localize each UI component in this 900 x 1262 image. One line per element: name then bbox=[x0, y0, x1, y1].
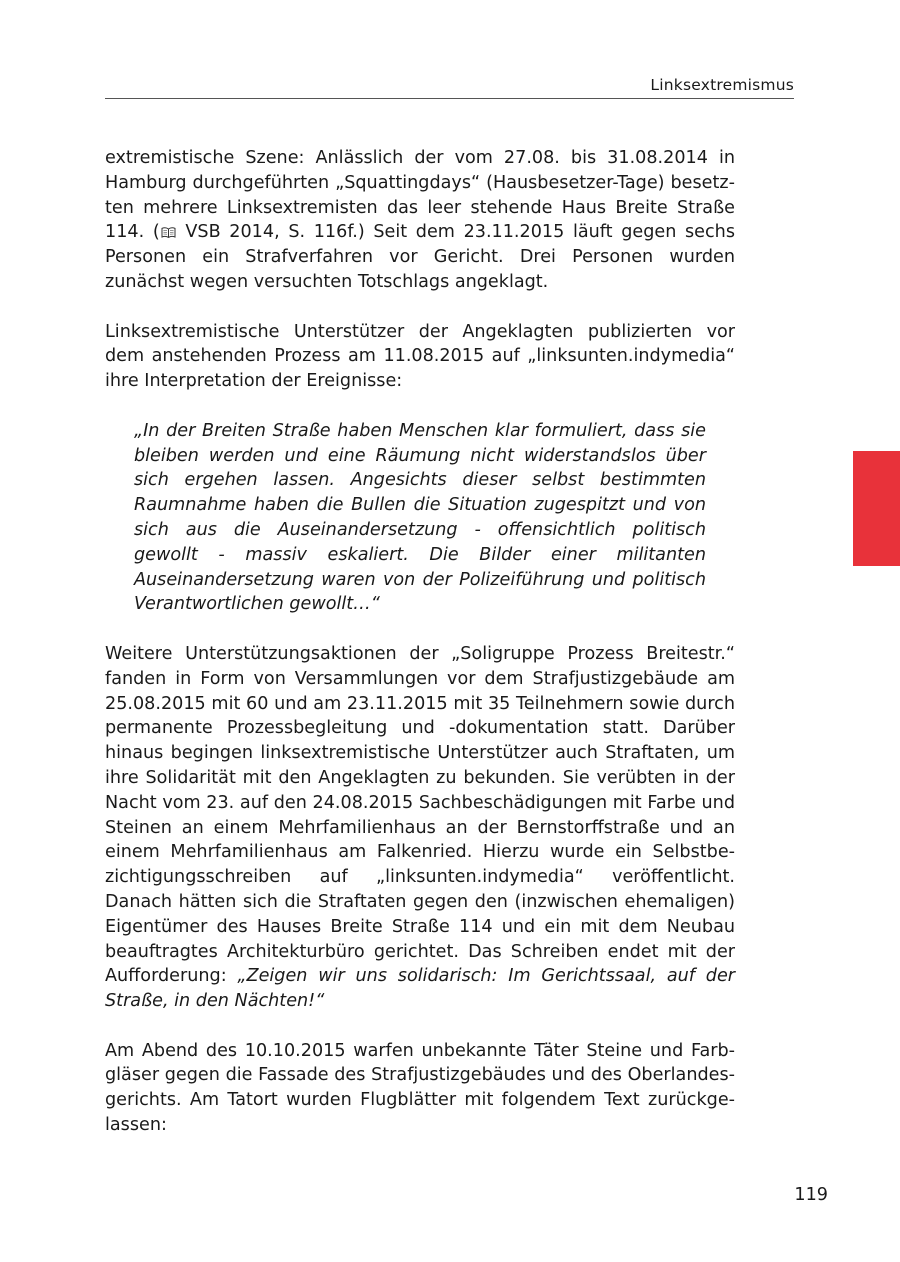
page-body bbox=[105, 146, 735, 1138]
paragraph-4: Am Abend des 10.10.2015 warfen unbekannte Täter Steine und Farbgläser gegen die Fassade des Strafjustizgebäudes und des Oberlandesgerichts. Am Tatort wurden Flugblätter mit folgendem Text zurückgelassen: bbox=[105, 1040, 735, 1136]
block-quote: „In der Breiten Straße haben Menschen klar formuliert, dass sie bleiben werden und eine Räumung nicht widerstandslos über sich ergehen lassen. Angesichts dieser selbst bestimmten Raumnahme haben die Bullen die Situation zugespitzt und von sich aus die Auseinandersetzung - offensichtlich politisch gewollt - massiv eskaliert. Die Bilder einer militanten Auseinandersetzung waren von der Polizeiführung und politisch Verantwortlichen gewollt…“ bbox=[134, 420, 706, 615]
page-number: 119 bbox=[794, 1185, 828, 1205]
chapter-thumb-tab bbox=[853, 451, 900, 566]
paragraph-1 bbox=[105, 146, 735, 295]
paragraph-1-part-b: VSB 2014, S. 116f.) Seit dem 23.11.2015 läuft gegen sechs Personen ein Strafverfahren vor Gericht. Drei Personen wurden zunächst wegen versuchten Totschlags angeklagt. bbox=[105, 222, 735, 292]
paragraph-2: Linksextremistische Unterstützer der Angeklagten publizierten vor dem anstehenden Prozess am 11.08.2015 auf „linksunten.indymedia“ ihre Interpretation der Ereignisse: bbox=[105, 321, 735, 392]
paragraph-1-part-a: extremistische Szene: Anlässlich der vom 27.08. bis 31.08.2014 in Hamburg durchgeführten „Squattingdays“ (Hausbesetzer-Tage) besetzten mehrere Linksextremisten das leer stehende Haus Breite Straße 114. ( bbox=[105, 148, 735, 243]
paragraph-3 bbox=[105, 642, 735, 1014]
header-rule bbox=[105, 98, 794, 99]
book-icon bbox=[161, 227, 176, 238]
paragraph-3-quote: „Zeigen wir uns solidarisch: Im Gerichtssaal, auf der Straße, in den Nächten!“ bbox=[105, 966, 736, 1012]
paragraph-3-text: Weitere Unterstützungsaktionen der „Soligruppe Prozess Breitestr.“ fanden in Form von Versammlungen vor dem Strafjustizgebäude am 25.08.2015 mit 60 und am 23.11.2015 mit 35 Teilnehmern sowie durch permanente Prozessbegleitung und -dokumentation statt. Darüber hinaus begingen linksextremistische Unterstützer auch Straftaten, um ihre Solidarität mit den Angeklagten zu bekunden. Sie verübten in der Nacht vom 23. auf den 24.08.2015 Sachbeschädigungen mit Farbe und Steinen an einem Mehrfamilienhaus an der Bernstorffstraße und an einem Mehrfamilienhaus am Falkenried. Hierzu wurde ein Selbstbezichtigungsschreiben auf „linksunten.indymedia“ veröffentlicht. Danach hätten sich die Straftaten gegen den (inzwischen ehemaligen) Eigentümer des Hauses Breite Straße 114 und ein mit dem Neubau beauftragtes Architekturbüro gerichtet. Das Schreiben endet mit der Aufforderung: bbox=[105, 643, 735, 987]
running-head-title: Linksextremismus bbox=[650, 76, 794, 94]
